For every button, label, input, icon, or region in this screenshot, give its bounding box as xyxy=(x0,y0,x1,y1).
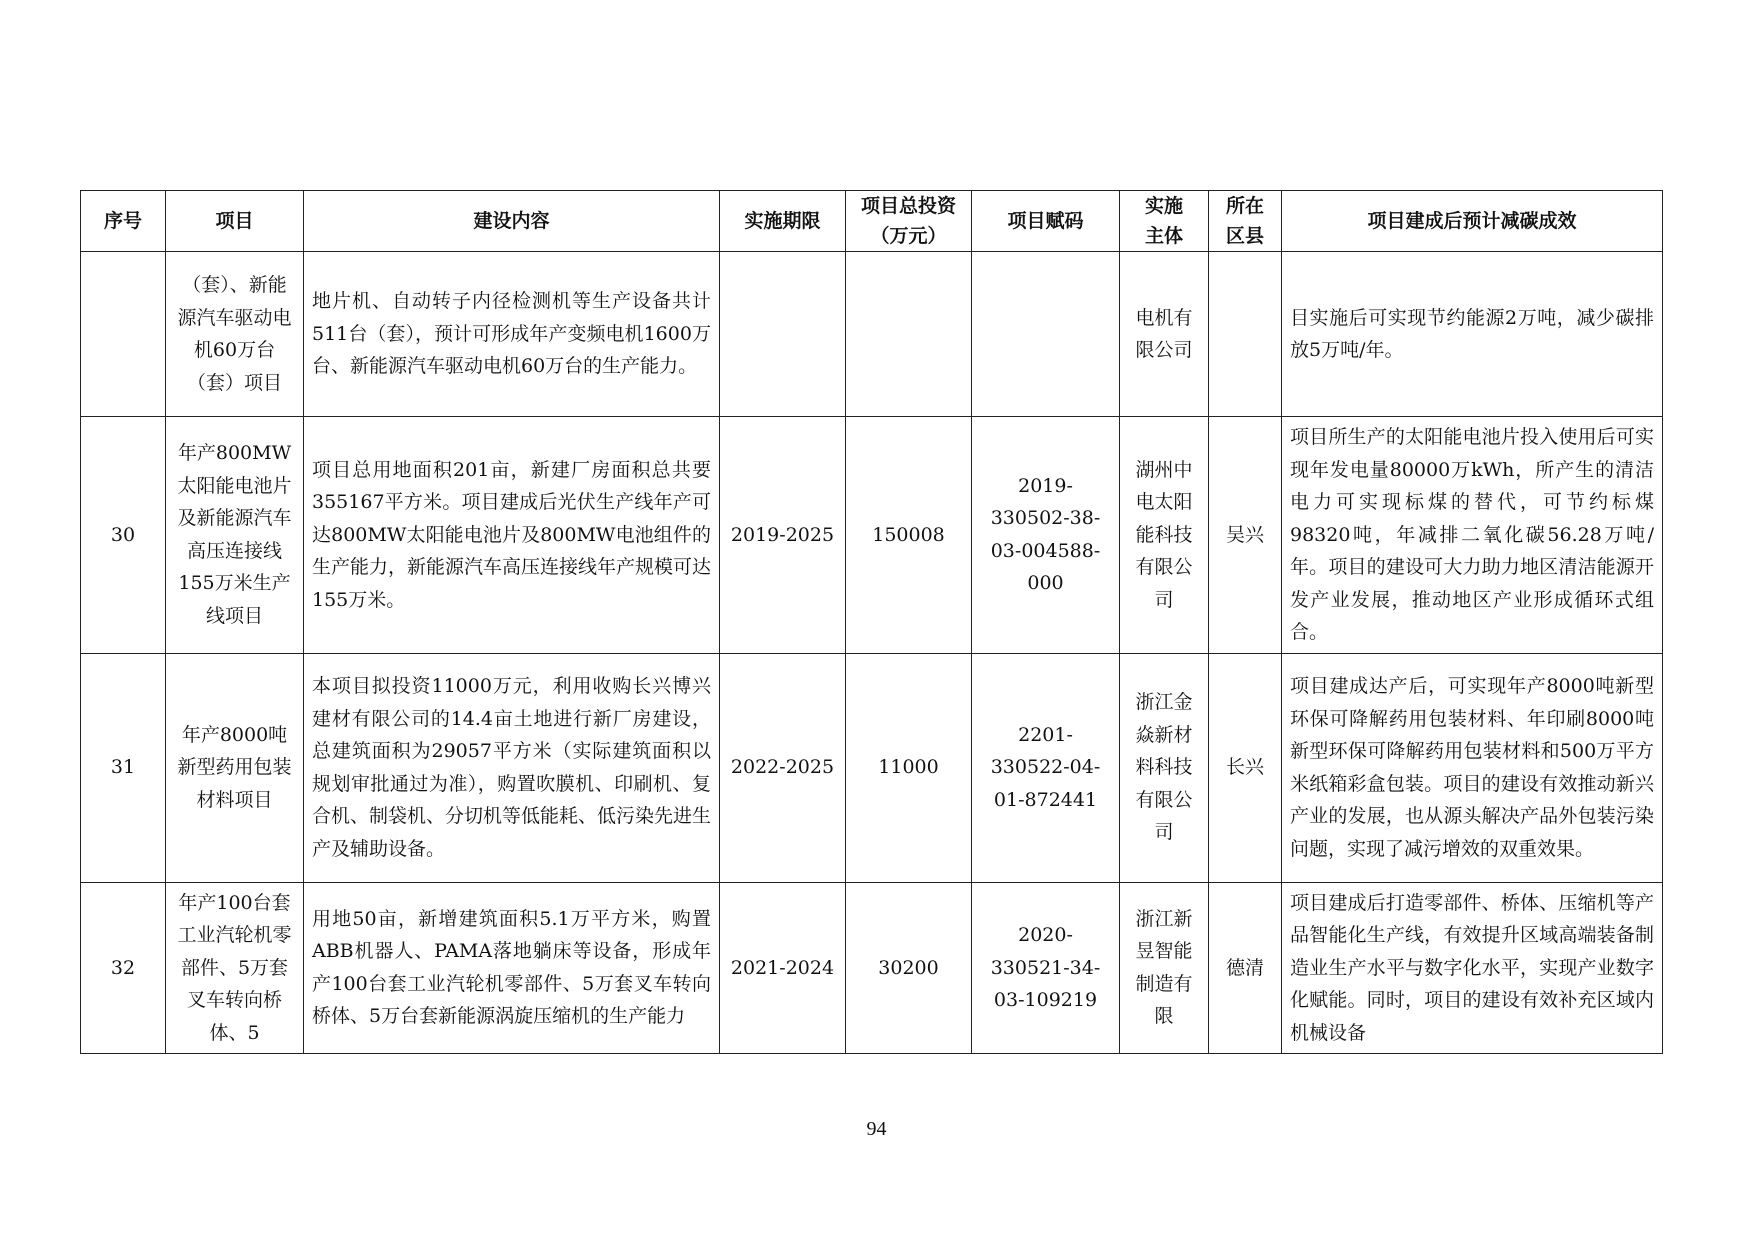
header-county-line1: 所在 xyxy=(1225,195,1264,217)
cell-effect: 目实施后可实现节约能源2万吨，减少碳排放5万吨/年。 xyxy=(1282,252,1663,417)
cell-seq: 32 xyxy=(81,882,166,1054)
cell-period: 2019-2025 xyxy=(720,417,846,654)
page-number: 94 xyxy=(866,1118,887,1140)
cell-project: 年产8000吨新型药用包装材料项目 xyxy=(166,653,304,882)
table-row xyxy=(81,417,1663,654)
cell-effect: 项目建成达产后，可实现年产8000吨新型环保可降解药用包装材料、年印刷8000吨新型环保可降解药用包装材料和500万平方米纸箱彩盒包装。项目的建设有效推动新兴产业的发展，也从源头解决产品外包装污染问题，实现了减污增效的双重效果。 xyxy=(1282,653,1663,882)
header-county xyxy=(1209,191,1282,252)
cell-code: 2019-330502-38-03-004588-000 xyxy=(972,417,1120,654)
header-county-line2: 区县 xyxy=(1225,225,1264,247)
header-investment-line2: （万元） xyxy=(870,225,947,247)
cell-code: 2020-330521-34-03-109219 xyxy=(972,882,1120,1054)
header-investment-line1: 项目总投资 xyxy=(860,195,956,217)
table-row xyxy=(81,882,1663,1054)
cell-content: 用地50亩，新增建筑面积5.1万平方米，购置ABB机器人、PAMA落地躺床等设备，形成年产100台套工业汽轮机零部件、5万套叉车转向桥体、5万台套新能源涡旋压缩机的生产能力 xyxy=(304,882,720,1054)
cell-county: 长兴 xyxy=(1209,653,1282,882)
header-seq: 序号 xyxy=(81,191,166,252)
table-row xyxy=(81,252,1663,417)
cell-content: 本项目拟投资11000万元，利用收购长兴博兴建材有限公司的14.4亩土地进行新厂房建设，总建筑面积为29057平方米（实际建筑面积以规划审批通过为准），购置吹膜机、印刷机、复合机、制袋机、分切机等低能耗、低污染先进生产及辅助设备。 xyxy=(304,653,720,882)
cell-seq: 30 xyxy=(81,417,166,654)
header-period: 实施期限 xyxy=(720,191,846,252)
cell-project: 年产100台套工业汽轮机零部件、5万套叉车转向桥体、5 xyxy=(166,882,304,1054)
cell-seq xyxy=(81,252,166,417)
cell-effect: 项目建成后打造零部件、桥体、压缩机等产品智能化生产线，有效提升区域高端装备制造业生产水平与数字化水平，实现产业数字化赋能。同时，项目的建设有效补充区域内机械设备 xyxy=(1282,882,1663,1054)
cell-entity: 浙江新昱智能制造有限 xyxy=(1120,882,1209,1054)
cell-entity: 湖州中电太阳能科技有限公司 xyxy=(1120,417,1209,654)
header-investment xyxy=(846,191,972,252)
cell-effect: 项目所生产的太阳能电池片投入使用后可实现年发电量80000万kWh，所产生的清洁电力可实现标煤的替代，可节约标煤98320吨，年减排二氧化碳56.28万吨/年。项目的建设可大力助力地区清洁能源开发产业发展，推动地区产业形成循环式组合。 xyxy=(1282,417,1663,654)
cell-county xyxy=(1209,252,1282,417)
header-entity-line2: 主体 xyxy=(1144,225,1183,247)
header-entity-line1: 实施 xyxy=(1144,195,1183,217)
header-content: 建设内容 xyxy=(304,191,720,252)
cell-county: 德清 xyxy=(1209,882,1282,1054)
cell-seq: 31 xyxy=(81,653,166,882)
table-row xyxy=(81,653,1663,882)
header-effect: 项目建成后预计减碳成效 xyxy=(1282,191,1663,252)
header-code: 项目赋码 xyxy=(972,191,1120,252)
cell-project: （套）、新能源汽车驱动电机60万台（套）项目 xyxy=(166,252,304,417)
cell-investment: 30200 xyxy=(846,882,972,1054)
cell-period xyxy=(720,252,846,417)
cell-county: 吴兴 xyxy=(1209,417,1282,654)
cell-investment: 150008 xyxy=(846,417,972,654)
cell-investment xyxy=(846,252,972,417)
header-row xyxy=(81,191,1663,252)
header-entity xyxy=(1120,191,1209,252)
cell-period: 2021-2024 xyxy=(720,882,846,1054)
cell-content: 地片机、自动转子内径检测机等生产设备共计511台（套），预计可形成年产变频电机1600万台、新能源汽车驱动电机60万台的生产能力。 xyxy=(304,252,720,417)
project-table xyxy=(80,190,1663,1054)
cell-investment: 11000 xyxy=(846,653,972,882)
header-project: 项目 xyxy=(166,191,304,252)
cell-content: 项目总用地面积201亩，新建厂房面积总共要355167平方米。项目建成后光伏生产线年产可达800MW太阳能电池片及800MW电池组件的生产能力，新能源汽车高压连接线年产规模可达155万米。 xyxy=(304,417,720,654)
cell-code: 2201-330522-04-01-872441 xyxy=(972,653,1120,882)
cell-entity: 电机有限公司 xyxy=(1120,252,1209,417)
cell-period: 2022-2025 xyxy=(720,653,846,882)
cell-project: 年产800MW太阳能电池片及新能源汽车高压连接线155万米生产线项目 xyxy=(166,417,304,654)
cell-code xyxy=(972,252,1120,417)
cell-entity: 浙江金焱新材料科技有限公司 xyxy=(1120,653,1209,882)
